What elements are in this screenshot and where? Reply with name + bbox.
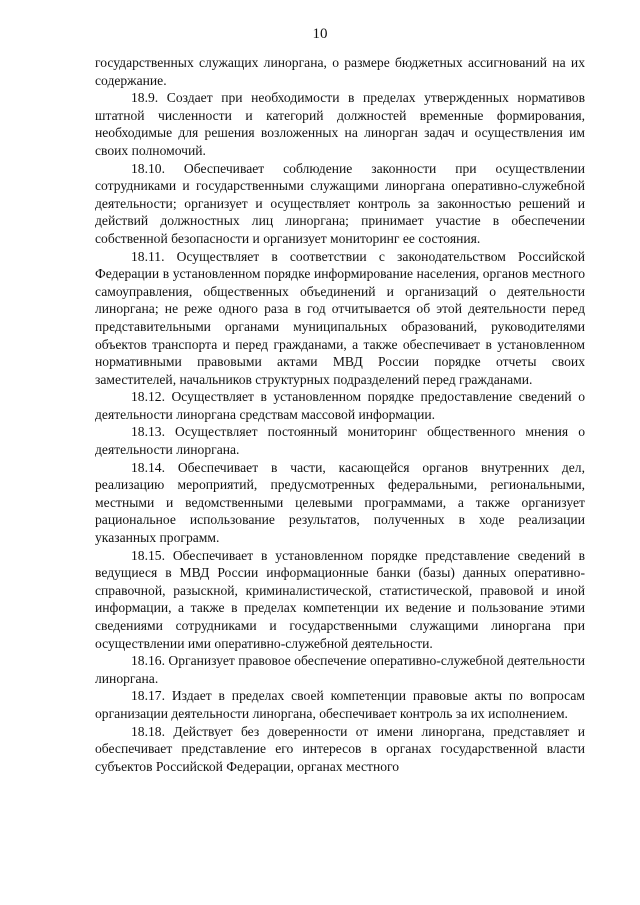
- paragraph-18-10: 18.10. Обеспечивает соблюдение законности при осуществлении сотрудниками и государственными служащими линоргана оперативно-служебной деятельности; организует и осуществляет контроль за законностью решений и действий должностных лиц линоргана; принимает участие в обеспечении собственной безопасности и организует мониторинг ее состояния.: [95, 160, 585, 246]
- paragraph-18-15: 18.15. Обеспечивает в установленном порядке представление сведений в ведущиеся в МВД России информационные банки (базы) данных оперативно-справочной, разыскной, криминалистической, статистической, правовой и иной информации, а также в пределах компетенции их ведение и пользование этими сведениями сотрудниками и государственными служащими линоргана при осуществлении ими оперативно-служебной деятельности.: [95, 547, 585, 651]
- paragraph-18-14: 18.14. Обеспечивает в части, касающейся органов внутренних дел, реализацию мероприятий, предусмотренных федеральными, региональными, местными и ведомственными целевыми программами, а также организует рациональное использование результатов, полученных в ходе реализации указанных программ.: [95, 459, 585, 546]
- paragraph-continuation: государственных служащих линоргана, о размере бюджетных ассигнований на их содержание.: [95, 55, 585, 88]
- paragraph-18-9: 18.9. Создает при необходимости в пределах утвержденных нормативов штатной численности и категорий должностей временные формирования, необходимые для решения возложенных на линорган задач и осуществления им своих полномочий.: [95, 90, 585, 158]
- paragraph-18-12: 18.12. Осуществляет в установленном порядке предоставление сведений о деятельности линоргана средствам массовой информации.: [95, 389, 585, 422]
- paragraph-18-18: 18.18. Действует без доверенности от имени линоргана, представляет и обеспечивает представление его интересов в органах государственной власти субъектов Российской Федерации, органах местного: [95, 723, 585, 774]
- paragraph-18-13: 18.13. Осуществляет постоянный мониторинг общественного мнения о деятельности линоргана.: [95, 424, 585, 458]
- paragraph-18-16: 18.16. Организует правовое обеспечение оперативно-служебной деятельности линоргана.: [95, 653, 585, 686]
- paragraph-18-11: 18.11. Осуществляет в соответствии с законодательством Российской Федерации в установленном порядке информирование населения, органов местного самоуправления, общественных объединений и организаций о деятельности линоргана; не реже одного раза в год отчитывается об этой деятельности перед представительными органами муниципальных образований, руководителями объектов транспорта и перед гражданами, а также обеспечивает в установленном нормативными правовыми актами МВД России порядке отчеты своих заместителей, начальников структурных подразделений перед гражданами.: [95, 248, 585, 387]
- paragraph-18-17: 18.17. Издает в пределах своей компетенции правовые акты по вопросам организации деятельности линоргана, обеспечивает контроль за их исполнением.: [95, 688, 585, 721]
- document-body: [95, 54, 585, 775]
- page-number: 10: [312, 26, 328, 42]
